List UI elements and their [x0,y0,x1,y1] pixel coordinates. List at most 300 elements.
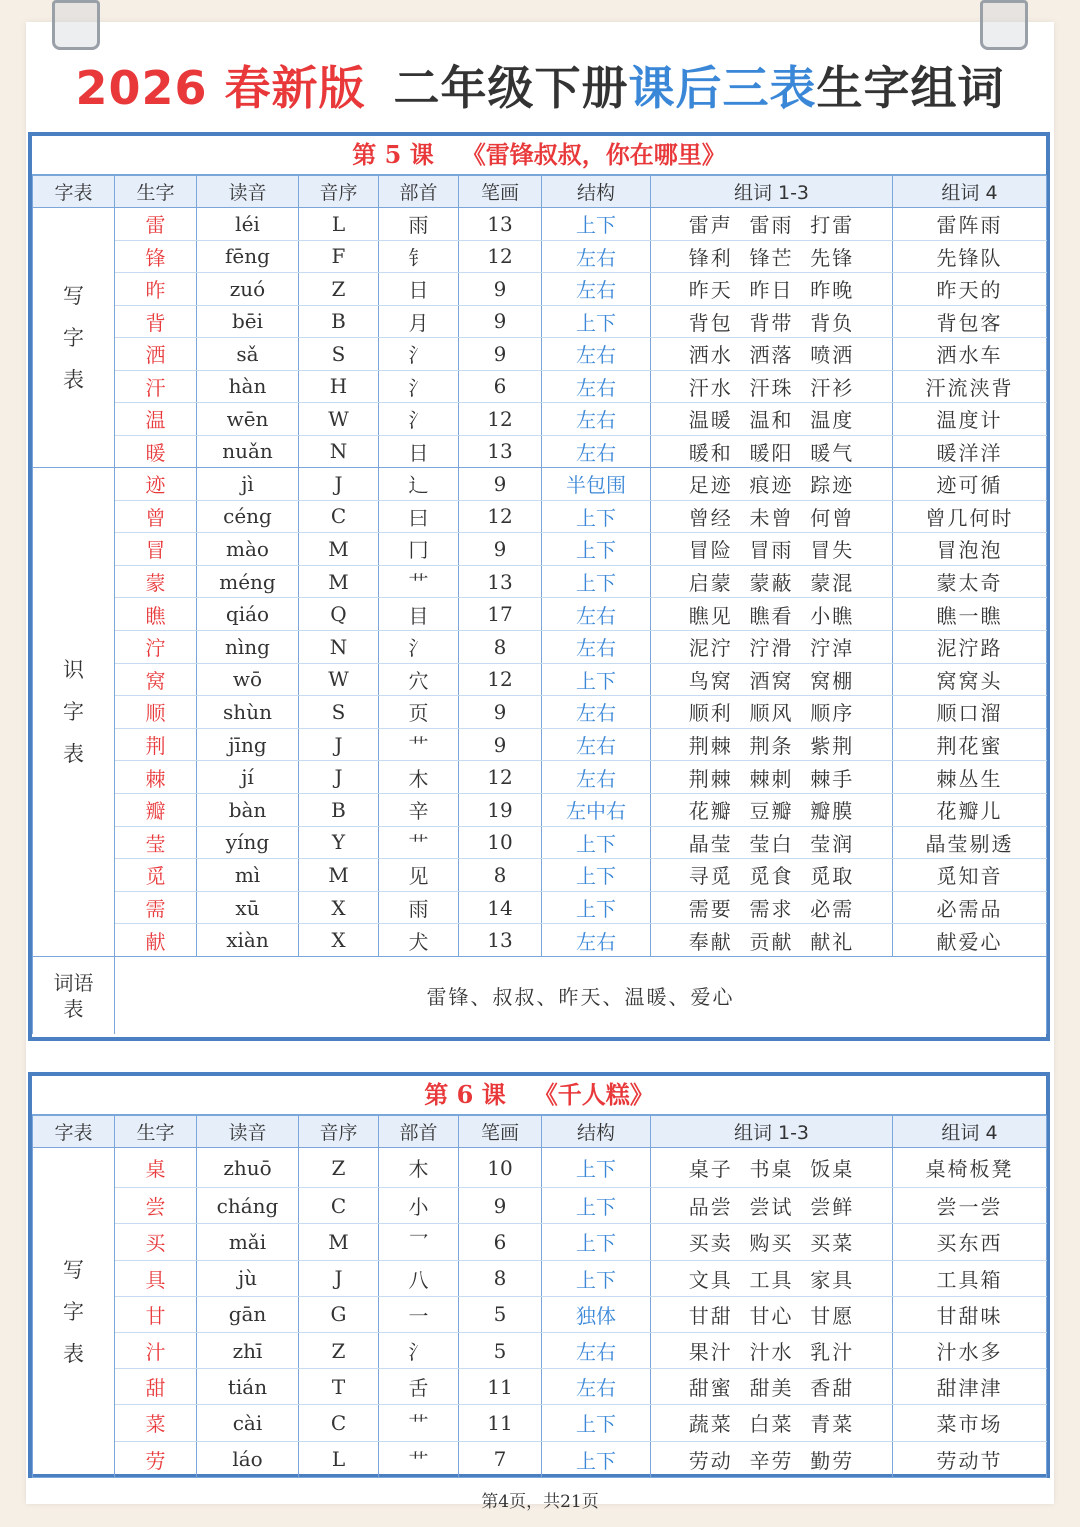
radical-cell: 乛 [379,1224,459,1260]
table-row [33,1369,1047,1405]
vocab-label [33,956,115,1034]
radical-cell: 雨 [379,208,459,241]
lesson-number: 第 6 课 [424,1080,506,1109]
pinyin-cell: láo [197,1441,299,1477]
initial-cell: N [299,435,379,468]
initial-cell: S [299,696,379,729]
pinyin-cell: jīng [197,728,299,761]
structure-cell: 左右 [542,273,651,306]
table-row [33,403,1047,436]
words-1-3-cell: 曾经 未曾 何曾 [651,500,893,533]
stroke-count-cell: 10 [459,826,542,859]
table-row [33,1441,1047,1477]
stroke-count-cell: 9 [459,273,542,306]
table-row [33,370,1047,403]
structure-cell: 上下 [542,1224,651,1260]
column-header: 组词 1-3 [651,1116,893,1148]
word-4-cell: 棘丛生 [893,761,1047,794]
words-1-3-cell: 奉献 贡献 献礼 [651,924,893,957]
title-subject: 生字组词 [816,61,1005,115]
structure-cell: 上下 [542,1260,651,1296]
structure-cell: 左中右 [542,793,651,826]
radical-cell: 木 [379,761,459,794]
column-header: 组词 4 [893,1116,1047,1148]
initial-cell: C [299,500,379,533]
lesson-6-table [32,1115,1047,1478]
radical-cell: 氵 [379,370,459,403]
stroke-count-cell: 5 [459,1332,542,1368]
word-4-cell: 汁水多 [893,1332,1047,1368]
structure-cell: 上下 [542,1441,651,1477]
lesson-number: 第 5 课 [352,140,434,169]
word-4-cell: 花瓣儿 [893,793,1047,826]
table-row [33,793,1047,826]
table-row [33,273,1047,306]
structure-cell: 上下 [542,891,651,924]
stroke-count-cell: 12 [459,500,542,533]
word-4-cell: 先锋队 [893,240,1047,273]
initial-cell: B [299,793,379,826]
words-1-3-cell: 晶莹 莹白 莹润 [651,826,893,859]
words-1-3-cell: 温暖 温和 温度 [651,403,893,436]
structure-cell: 独体 [542,1296,651,1332]
radical-cell: 氵 [379,1332,459,1368]
radical-cell: 艹 [379,1441,459,1477]
char-cell: 迹 [115,468,197,501]
column-header: 笔画 [459,176,542,208]
initial-cell: Z [299,1332,379,1368]
page-number: 第4页，共21页 [481,1492,599,1512]
words-1-3-cell: 泥泞 泞滑 泞淖 [651,630,893,663]
initial-cell: F [299,240,379,273]
initial-cell: J [299,728,379,761]
lesson-5-title [32,136,1046,175]
structure-cell: 左右 [542,240,651,273]
char-cell: 献 [115,924,197,957]
char-cell: 棘 [115,761,197,794]
words-1-3-cell: 顺利 顺风 顺序 [651,696,893,729]
initial-cell: C [299,1405,379,1441]
radical-cell: 小 [379,1188,459,1224]
structure-cell: 上下 [542,1148,651,1188]
stroke-count-cell: 12 [459,761,542,794]
initial-cell: N [299,630,379,663]
char-cell: 顺 [115,696,197,729]
pinyin-cell: zhuō [197,1148,299,1188]
words-1-3-cell: 启蒙 蒙蔽 蒙混 [651,565,893,598]
column-header: 部首 [379,1116,459,1148]
initial-cell: J [299,761,379,794]
radical-cell: 日 [379,273,459,306]
stroke-count-cell: 9 [459,305,542,338]
pinyin-cell: qiáo [197,598,299,631]
structure-cell: 左右 [542,338,651,371]
stroke-count-cell: 8 [459,859,542,892]
radical-cell: 艹 [379,728,459,761]
pinyin-cell: shùn [197,696,299,729]
structure-cell: 上下 [542,533,651,566]
table-row [33,924,1047,957]
pinyin-cell: mì [197,859,299,892]
initial-cell: M [299,1224,379,1260]
table-row [33,533,1047,566]
table-group-label [33,1148,115,1478]
lesson-name: 《千人糕》 [533,1080,654,1109]
initial-cell: J [299,468,379,501]
stroke-count-cell: 8 [459,630,542,663]
structure-cell: 上下 [542,1405,651,1441]
vocab-label-text: 词语表 [53,970,94,1021]
words-1-3-cell: 鸟窝 酒窝 窝棚 [651,663,893,696]
radical-cell: 辶 [379,468,459,501]
table-row [33,696,1047,729]
words-1-3-cell: 荆棘 棘刺 棘手 [651,761,893,794]
pinyin-cell: zhī [197,1332,299,1368]
char-cell: 洒 [115,338,197,371]
structure-cell: 左右 [542,630,651,663]
stroke-count-cell: 6 [459,370,542,403]
radical-cell: 舌 [379,1369,459,1405]
pinyin-cell: cài [197,1405,299,1441]
word-4-cell: 觅知音 [893,859,1047,892]
structure-cell: 上下 [542,305,651,338]
pinyin-cell: léi [197,208,299,241]
initial-cell: T [299,1369,379,1405]
initial-cell: Z [299,1148,379,1188]
table-row [33,1260,1047,1296]
structure-cell: 左右 [542,761,651,794]
structure-cell: 左右 [542,696,651,729]
word-4-cell: 暖洋洋 [893,435,1047,468]
pinyin-cell: fēng [197,240,299,273]
words-1-3-cell: 足迹 痕迹 踪迹 [651,468,893,501]
structure-cell: 上下 [542,1188,651,1224]
structure-cell: 左右 [542,728,651,761]
structure-cell: 左右 [542,370,651,403]
stroke-count-cell: 9 [459,338,542,371]
char-cell: 买 [115,1224,197,1260]
char-cell: 曾 [115,500,197,533]
words-1-3-cell: 暖和 暖阳 暖气 [651,435,893,468]
table-row [33,630,1047,663]
word-4-cell: 荆花蜜 [893,728,1047,761]
word-4-cell: 晶莹剔透 [893,826,1047,859]
radical-cell: 艹 [379,826,459,859]
binder-clip-icon [52,0,100,50]
initial-cell: X [299,891,379,924]
initial-cell: W [299,663,379,696]
words-1-3-cell: 蔬菜 白菜 青菜 [651,1405,893,1441]
pinyin-cell: mǎi [197,1224,299,1260]
radical-cell: 目 [379,598,459,631]
words-1-3-cell: 瞧见 瞧看 小瞧 [651,598,893,631]
stroke-count-cell: 19 [459,793,542,826]
pinyin-cell: nuǎn [197,435,299,468]
char-cell: 锋 [115,240,197,273]
structure-cell: 左右 [542,598,651,631]
radical-cell: 八 [379,1260,459,1296]
word-4-cell: 菜市场 [893,1405,1047,1441]
word-4-cell: 甘甜味 [893,1296,1047,1332]
column-header: 笔画 [459,1116,542,1148]
structure-cell: 左右 [542,435,651,468]
pinyin-cell: nìng [197,630,299,663]
char-cell: 甜 [115,1369,197,1405]
radical-cell: 页 [379,696,459,729]
stroke-count-cell: 13 [459,924,542,957]
initial-cell: Z [299,273,379,306]
pinyin-cell: céng [197,500,299,533]
char-cell: 汁 [115,1332,197,1368]
stroke-count-cell: 12 [459,240,542,273]
structure-cell: 半包围 [542,468,651,501]
radical-cell: 曰 [379,500,459,533]
stroke-count-cell: 13 [459,208,542,241]
pinyin-cell: wō [197,663,299,696]
stroke-count-cell: 13 [459,435,542,468]
word-4-cell: 劳动节 [893,1441,1047,1477]
stroke-count-cell: 12 [459,663,542,696]
structure-cell: 上下 [542,565,651,598]
radical-cell: 冂 [379,533,459,566]
radical-cell: 钅 [379,240,459,273]
pinyin-cell: xū [197,891,299,924]
structure-cell: 上下 [542,500,651,533]
words-1-3-cell: 荆棘 荆条 紫荆 [651,728,893,761]
words-1-3-cell: 文具 工具 家具 [651,1260,893,1296]
lesson-5-table [32,175,1047,1034]
pinyin-cell: mào [197,533,299,566]
pinyin-cell: hàn [197,370,299,403]
lesson-name: 《雷锋叔叔，你在哪里》 [461,140,726,169]
table-row [33,1296,1047,1332]
pinyin-cell: jí [197,761,299,794]
title-tables: 课后三表 [628,61,817,115]
table-header [33,1116,1047,1148]
stroke-count-cell: 17 [459,598,542,631]
word-4-cell: 迹可循 [893,468,1047,501]
pinyin-cell: bēi [197,305,299,338]
words-1-3-cell: 桌子 书桌 饭桌 [651,1148,893,1188]
initial-cell: G [299,1296,379,1332]
word-4-cell: 工具箱 [893,1260,1047,1296]
word-4-cell: 温度计 [893,403,1047,436]
char-cell: 泞 [115,630,197,663]
initial-cell: M [299,859,379,892]
char-cell: 劳 [115,1441,197,1477]
radical-cell: 见 [379,859,459,892]
initial-cell: L [299,1441,379,1477]
title-grade: 二年级下册 [393,61,629,115]
char-cell: 蒙 [115,565,197,598]
char-cell: 觅 [115,859,197,892]
group-label-text: 写字表 [63,1258,84,1367]
word-4-cell: 背包客 [893,305,1047,338]
char-cell: 尝 [115,1188,197,1224]
initial-cell: W [299,403,379,436]
stroke-count-cell: 11 [459,1405,542,1441]
stroke-count-cell: 9 [459,696,542,729]
word-4-cell: 顺口溜 [893,696,1047,729]
radical-cell: 氵 [379,338,459,371]
radical-cell: 木 [379,1148,459,1188]
structure-cell: 左右 [542,403,651,436]
initial-cell: J [299,1260,379,1296]
char-cell: 暖 [115,435,197,468]
char-cell: 背 [115,305,197,338]
stroke-count-cell: 9 [459,468,542,501]
table-row [33,565,1047,598]
structure-cell: 左右 [542,1332,651,1368]
words-1-3-cell: 品尝 尝试 尝鲜 [651,1188,893,1224]
column-header: 部首 [379,176,459,208]
table-row [33,338,1047,371]
table-header [33,176,1047,208]
radical-cell: 月 [379,305,459,338]
word-4-cell: 汗流浃背 [893,370,1047,403]
structure-cell: 上下 [542,663,651,696]
char-cell: 瞧 [115,598,197,631]
words-1-3-cell: 买卖 购买 买菜 [651,1224,893,1260]
word-4-cell: 甜津津 [893,1369,1047,1405]
word-4-cell: 曾几何时 [893,500,1047,533]
word-4-cell: 雷阵雨 [893,208,1047,241]
table-row [33,468,1047,501]
table-group-label [33,468,115,957]
char-cell: 荆 [115,728,197,761]
word-4-cell: 泥泞路 [893,630,1047,663]
stroke-count-cell: 9 [459,533,542,566]
initial-cell: H [299,370,379,403]
word-4-cell: 献爱心 [893,924,1047,957]
lesson-6-title [32,1076,1046,1115]
stroke-count-cell: 5 [459,1296,542,1332]
stroke-count-cell: 9 [459,728,542,761]
radical-cell: 艹 [379,1405,459,1441]
pinyin-cell: gān [197,1296,299,1332]
initial-cell: Q [299,598,379,631]
column-header: 读音 [197,1116,299,1148]
radical-cell: 犬 [379,924,459,957]
table-row [33,1405,1047,1441]
words-1-3-cell: 汗水 汗珠 汗衫 [651,370,893,403]
word-4-cell: 洒水车 [893,338,1047,371]
words-1-3-cell: 洒水 洒落 喷洒 [651,338,893,371]
pinyin-cell: yíng [197,826,299,859]
column-header: 结构 [542,1116,651,1148]
initial-cell: L [299,208,379,241]
table-row [33,761,1047,794]
words-1-3-cell: 锋利 锋芒 先锋 [651,240,893,273]
lesson-6-section [28,1072,1050,1478]
structure-cell: 左右 [542,924,651,957]
char-cell: 昨 [115,273,197,306]
words-1-3-cell: 背包 背带 背负 [651,305,893,338]
radical-cell: 日 [379,435,459,468]
table-row [33,598,1047,631]
initial-cell: B [299,305,379,338]
column-header: 读音 [197,176,299,208]
char-cell: 雷 [115,208,197,241]
words-1-3-cell: 花瓣 豆瓣 瓣膜 [651,793,893,826]
stroke-count-cell: 12 [459,403,542,436]
pinyin-cell: cháng [197,1188,299,1224]
table-row [33,208,1047,241]
column-header: 字表 [33,1116,115,1148]
table-row [33,1148,1047,1188]
column-header: 音序 [299,1116,379,1148]
initial-cell: C [299,1188,379,1224]
page-title [26,48,1054,128]
words-1-3-cell: 果汁 汁水 乳汁 [651,1332,893,1368]
pinyin-cell: tián [197,1369,299,1405]
group-label-text: 识字表 [63,657,84,766]
column-header: 字表 [33,176,115,208]
char-cell: 瓣 [115,793,197,826]
table-row [33,663,1047,696]
vocab-row [33,956,1047,1034]
stroke-count-cell: 7 [459,1441,542,1477]
initial-cell: M [299,565,379,598]
structure-cell: 上下 [542,859,651,892]
pinyin-cell: zuó [197,273,299,306]
pinyin-cell: sǎ [197,338,299,371]
radical-cell: 氵 [379,630,459,663]
lesson-5-section [28,132,1050,1041]
table-row [33,435,1047,468]
words-1-3-cell: 寻觅 觅食 觅取 [651,859,893,892]
words-1-3-cell: 甜蜜 甜美 香甜 [651,1369,893,1405]
table-row [33,826,1047,859]
column-header: 结构 [542,176,651,208]
char-cell: 莹 [115,826,197,859]
words-1-3-cell: 雷声 雷雨 打雷 [651,208,893,241]
vocab-words: 雷锋、叔叔、昨天、温暖、爱心 [115,956,1047,1034]
char-cell: 窝 [115,663,197,696]
binder-clip-icon [980,0,1028,50]
structure-cell: 上下 [542,208,651,241]
stroke-count-cell: 14 [459,891,542,924]
pinyin-cell: xiàn [197,924,299,957]
column-header: 组词 4 [893,176,1047,208]
stroke-count-cell: 10 [459,1148,542,1188]
structure-cell: 左右 [542,1369,651,1405]
radical-cell: 雨 [379,891,459,924]
char-cell: 冒 [115,533,197,566]
table-row [33,728,1047,761]
stroke-count-cell: 13 [459,565,542,598]
column-header: 音序 [299,176,379,208]
pinyin-cell: méng [197,565,299,598]
word-4-cell: 买东西 [893,1224,1047,1260]
radical-cell: 辛 [379,793,459,826]
table-row [33,1332,1047,1368]
pinyin-cell: jù [197,1260,299,1296]
table-group-label [33,208,115,468]
initial-cell: S [299,338,379,371]
word-4-cell: 昨天的 [893,273,1047,306]
words-1-3-cell: 需要 需求 必需 [651,891,893,924]
radical-cell: 一 [379,1296,459,1332]
radical-cell: 艹 [379,565,459,598]
pinyin-cell: bàn [197,793,299,826]
char-cell: 需 [115,891,197,924]
char-cell: 汗 [115,370,197,403]
char-cell: 甘 [115,1296,197,1332]
group-label-text: 写字表 [63,283,84,392]
word-4-cell: 必需品 [893,891,1047,924]
word-4-cell: 尝一尝 [893,1188,1047,1224]
